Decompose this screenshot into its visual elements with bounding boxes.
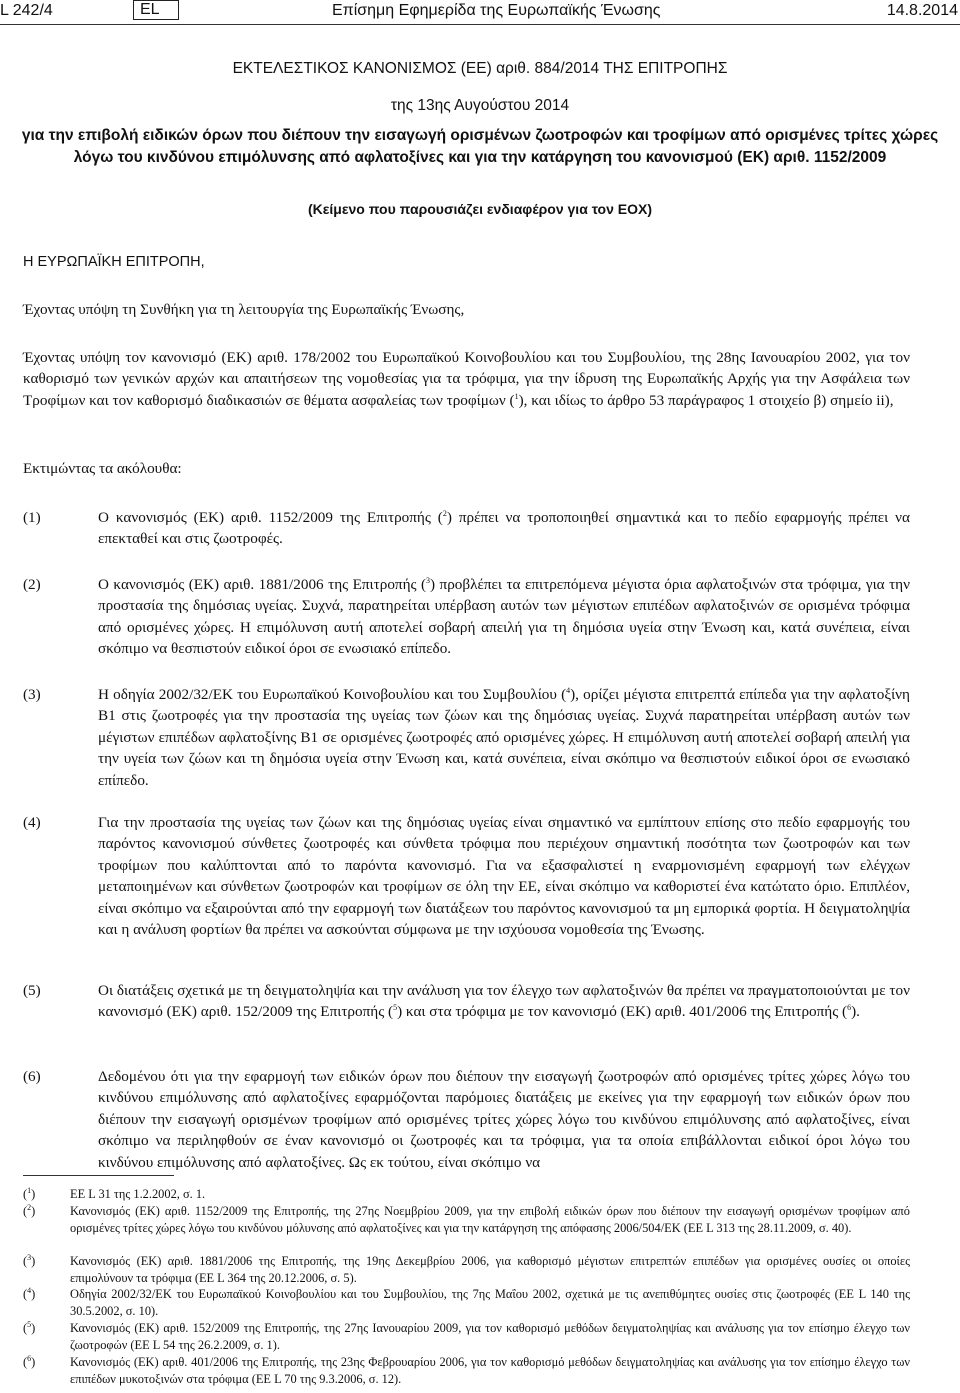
having-regard-treaty: Έχοντας υπόψη τη Συνθήκη για τη λειτουργία της Ευρωπαϊκής Ένωσης, (23, 301, 465, 318)
recital-number: (6) (23, 1068, 41, 1085)
recital-text: Δεδομένου ότι για την εφαρμογή των ειδικών όρων που διέπουν την εισαγωγή ζωοτροφών από ορισμένες τρίτες χώρες λόγω του κινδύνου επιμόλυνσης από αφλατοξίνες εφαρμόζονται παρόμοιες διατάξεις με εκείνες για την εφαρμογή των ειδικών όρων που διέπουν την εισαγωγή ορισμένων τροφίμων από ορισμένες τρίτες χώρες λόγω του κινδύνου επιμόλυνσης από αφλατοξίνες, είναι σκόπιμο να περιληφθούν σε έναν κανονισμό οι ζωοτροφές και τα τρόφιμα, για τα οποία επιβάλλονται ειδικοί όροι λόγω του κινδύνου επιμόλυνσης από αφλατοξίνες. Ως εκ τούτου, είναι σκόπιμο να (98, 1068, 910, 1171)
regulation-date: της 13ης Αυγούστου 2014 (390, 97, 570, 114)
footnote-number: ($^5$) (23, 1319, 36, 1335)
regulation-subject: για την επιβολή ειδικών όρων που διέπουν την εισαγωγή ορισμένων ζωοτροφών και τροφίμων από ορισμένες τρίτες χώρες λόγω του κινδύνου επιμόλυνσης από αφλατοξίνες και για την κατάργηση του κανονισμού (ΕΚ) αριθ. 1152/2009 (21, 127, 939, 166)
recital-text-part: ). (851, 1003, 860, 1021)
footnote-text: Κανονισμός (ΕΚ) αριθ. 152/2009 της Επιτροπής, της 27ης Ιανουαρίου 2009, για τον καθορισμό μεθόδων δειγματοληψίας και ανάλυσης για τον επίσημο έλεγχο των ζωοτροφών (ΕΕ L 54 της 26.2.2009, σ. 1). (70, 1321, 910, 1352)
footnote-ref: 3 (426, 575, 431, 585)
footnote-number: ($^4$) (23, 1285, 36, 1301)
journal-title: Επίσημη Εφημερίδα της Ευρωπαϊκής Ένωσης (332, 2, 661, 19)
recital-text (98, 980, 910, 1023)
recital-text (98, 507, 910, 550)
footnote-text: Οδηγία 2002/32/ΕΚ του Ευρωπαϊκού Κοινοβουλίου και του Συμβουλίου, της 7ης Μαΐου 2002, σχετικά με τις ανεπιθύμητες ουσίες στις ζωοτροφές (ΕΕ L 140 της 30.5.2002, σ. 10). (70, 1287, 910, 1318)
recital-text-part: Οι διατάξεις σχετικά με τη δειγματοληψία και την ανάλυση για τον έλεγχο των αφλατοξινών θα πρέπει να πραγματοποιούνται με τον κανονισμό (ΕΚ) αριθ. 152/2009 της Επιτροπής ( (98, 982, 910, 1021)
footnote-marker: 2 (27, 1202, 32, 1212)
whereas-heading: Εκτιμώντας τα ακόλουθα: (23, 460, 182, 477)
footnote-ref: 2 (442, 508, 447, 518)
recital-number: (3) (23, 686, 41, 703)
recital-number: (1) (23, 509, 41, 526)
regulation-title: ΕΚΤΕΛΕΣΤΙΚΟΣ ΚΑΝΟΝΙΣΜΟΣ (ΕΕ) αριθ. 884/2014 ΤΗΣ ΕΠΙΤΡΟΠΗΣ (232, 60, 728, 77)
commission-heading: Η ΕΥΡΩΠΑΪΚΗ ΕΠΙΤΡΟΠΗ, (23, 254, 205, 270)
recital-text-part: ) προβλέπει τα επιτρεπόμενα μέγιστα όρια αφλατοξινών στα τρόφιμα, για την προστασία της δημόσιας υγείας. Συχνά, παρατηρείται υπέρβαση αυτών των μέγιστων επιπέδων αφλατοξινών σε ορισμένα τρόφιμα από ορισμένες χώρες. Η επιμόλυνση αυτή αποτελεί σοβαρή απειλή για τη δημόσια υγεία στην Ένωση και, κατά συνέπεια, είναι σκόπιμο να θεσπιστούν ειδικοί όροι σε ενωσιακό επίπεδο. (98, 576, 910, 658)
publication-date: 14.8.2014 (886, 2, 958, 19)
footnote-number: ($^2$) (23, 1202, 36, 1218)
footnote-marker: 3 (27, 1252, 32, 1262)
recital-number: (5) (23, 982, 41, 999)
having-regard-text-b: ), και ιδίως το άρθρο 53 παράγραφος 1 στοιχείο β) σημείο ii), (518, 391, 894, 409)
recital-text-part: Ο κανονισμός (ΕΚ) αριθ. 1152/2009 της Επιτροπής ( (98, 509, 443, 526)
recital-text-part: ), ορίζει μέγιστα επιτρεπτά επίπεδα για την αφλατοξίνη B1 στις ζωοτροφές για την προστασία της υγείας των ζώων και της δημόσιας υγείας. Συχνά παρατηρείται υπέρβαση αυτών των μέγιστων επιπέδων αφλατοξίνης B1 σε ορισμένες ζωοτροφές από ορισμένες χώρες. Η επιμόλυνση αυτή αποτελεί σοβαρή απειλή για την υγεία των ζώων και τη δημόσια υγεία στην Ένωση και, κατά συνέπεια, είναι σκόπιμο να θεσπιστούν ειδικοί όροι σε ενωσιακό επίπεδο. (98, 686, 910, 789)
footnote-number: ($^6$) (23, 1353, 36, 1369)
recital-text-part: Ο κανονισμός (ΕΚ) αριθ. 1881/2006 της Επιτροπής ( (98, 576, 427, 593)
page-reference: L 242/4 (0, 2, 53, 19)
recital-text (98, 574, 910, 660)
footnote-text: ΕΕ L 31 της 1.2.2002, σ. 1. (70, 1187, 206, 1201)
having-regard-regulation (23, 347, 910, 411)
footnote-divider (23, 1175, 174, 1176)
language-badge: EL (133, 0, 179, 20)
footnote-number: ($^1$) (23, 1185, 36, 1201)
eea-relevance-note: (Κείμενο που παρουσιάζει ενδιαφέρον για τον ΕΟΧ) (307, 201, 653, 217)
footnote-ref: 4 (566, 685, 571, 695)
recital-text-part: ) πρέπει να τροποποιηθεί σημαντικά και το πεδίο εφαρμογής πρέπει να επεκταθεί και στις ζωοτροφές. (98, 509, 910, 548)
footnote-marker: 1 (27, 1185, 32, 1195)
recital-text: Για την προστασία της υγείας των ζώων και της δημόσιας υγείας είναι σημαντικό να εμπίπτουν επίσης στο πεδίο εφαρμογής του παρόντος κανονισμού σύνθετες ζωοτροφές και σύνθετα τρόφιμα που περιέχουν σημαντική ποσότητα των ζωοτροφών και των τροφίμων που καλύπτονται από το παρόντα κανονισμό. Για να εξασφαλιστεί η εναρμονισμένη εφαρμογή των ελέγχων μεταποιημένων και σύνθετων ζωοτροφών και τροφίμων σε όλη την ΕΕ, είναι σκόπιμο να καθοριστεί ένα κατώτατο όριο. Επιπλέον, είναι σκόπιμο να εξαιρούνται από την εφαρμογή των διατάξεων του παρόντος κανονισμού τα μη εμπορικά φορτία. Η δειγματοληψία και η ανάλυση φορτίων θα πρέπει να ασκούνται σύμφωνα με την ισχύουσα νομοθεσία της Ένωσης. (98, 814, 910, 939)
footnote-ref: 5 (393, 1003, 398, 1013)
having-regard-text-a: Έχοντας υπόψη τον κανονισμό (ΕΚ) αριθ. 178/2002 του Ευρωπαϊκού Κοινοβουλίου και του Συμβουλίου, της 28ης Ιανουαρίου 2002, για τον καθορισμό των γενικών αρχών και απαιτήσεων της νομοθεσίας για τα τρόφιμα, για την ίδρυση της Ευρωπαϊκής Αρχής για την Ασφάλεια των Τροφίμων και τον καθορισμό διαδικασιών σε θέματα ασφαλείας των τροφίμων ( (23, 349, 910, 409)
header-divider (0, 24, 960, 25)
footnote-ref-1: 1 (514, 391, 519, 401)
recital-text-part: Η οδηγία 2002/32/ΕΚ του Ευρωπαϊκού Κοινοβουλίου και του Συμβουλίου ( (98, 686, 567, 703)
recital-text-part: ) και στα τρόφιμα με τον κανονισμό (ΕΚ) αριθ. 401/2006 της Επιτροπής ( (397, 1003, 848, 1021)
footnote-text: Κανονισμός (ΕΚ) αριθ. 1881/2006 της Επιτροπής, της 19ης Δεκεμβρίου 2006, για καθορισμό μέγιστων επιτρεπτών επιπέδων για ορισμένες ουσίες οι οποίες επιμολύνουν τα τρόφιμα (ΕΕ L 364 της 20.12.2006, σ. 5). (70, 1254, 910, 1285)
footnote-marker: 6 (27, 1353, 32, 1363)
footnote-ref: 6 (847, 1003, 852, 1013)
footnote-text: Κανονισμός (ΕΚ) αριθ. 1152/2009 της Επιτροπής, της 27ης Νοεμβρίου 2009, για την επιβολή ειδικών όρων που διέπουν την εισαγωγή ορισμένων τροφίμων από ορισμένες τρίτες χώρες λόγω του κινδύνου μόλυνσης από αφλατοξίνες και για την κατάργηση της απόφασης 2006/504/ΕΚ (ΕΕ L 313 της 28.11.2009, σ. 40). (70, 1204, 910, 1235)
page-header (0, 0, 960, 24)
recital-number: (4) (23, 814, 41, 831)
footnote-number: ($^3$) (23, 1252, 36, 1268)
recital-text (98, 684, 910, 791)
recital-number: (2) (23, 576, 41, 593)
footnote-marker: 5 (27, 1319, 32, 1329)
footnote-marker: 4 (27, 1285, 32, 1295)
footnote-text: Κανονισμός (ΕΚ) αριθ. 401/2006 της Επιτροπής, της 23ης Φεβρουαρίου 2006, για τον καθορισμό μεθόδων δειγματοληψίας και ανάλυσης για τον επίσημο έλεγχο των επιπέδων μυκοτοξινών στα τρόφιμα (ΕΕ L 70 της 9.3.2006, σ. 12). (70, 1355, 910, 1386)
